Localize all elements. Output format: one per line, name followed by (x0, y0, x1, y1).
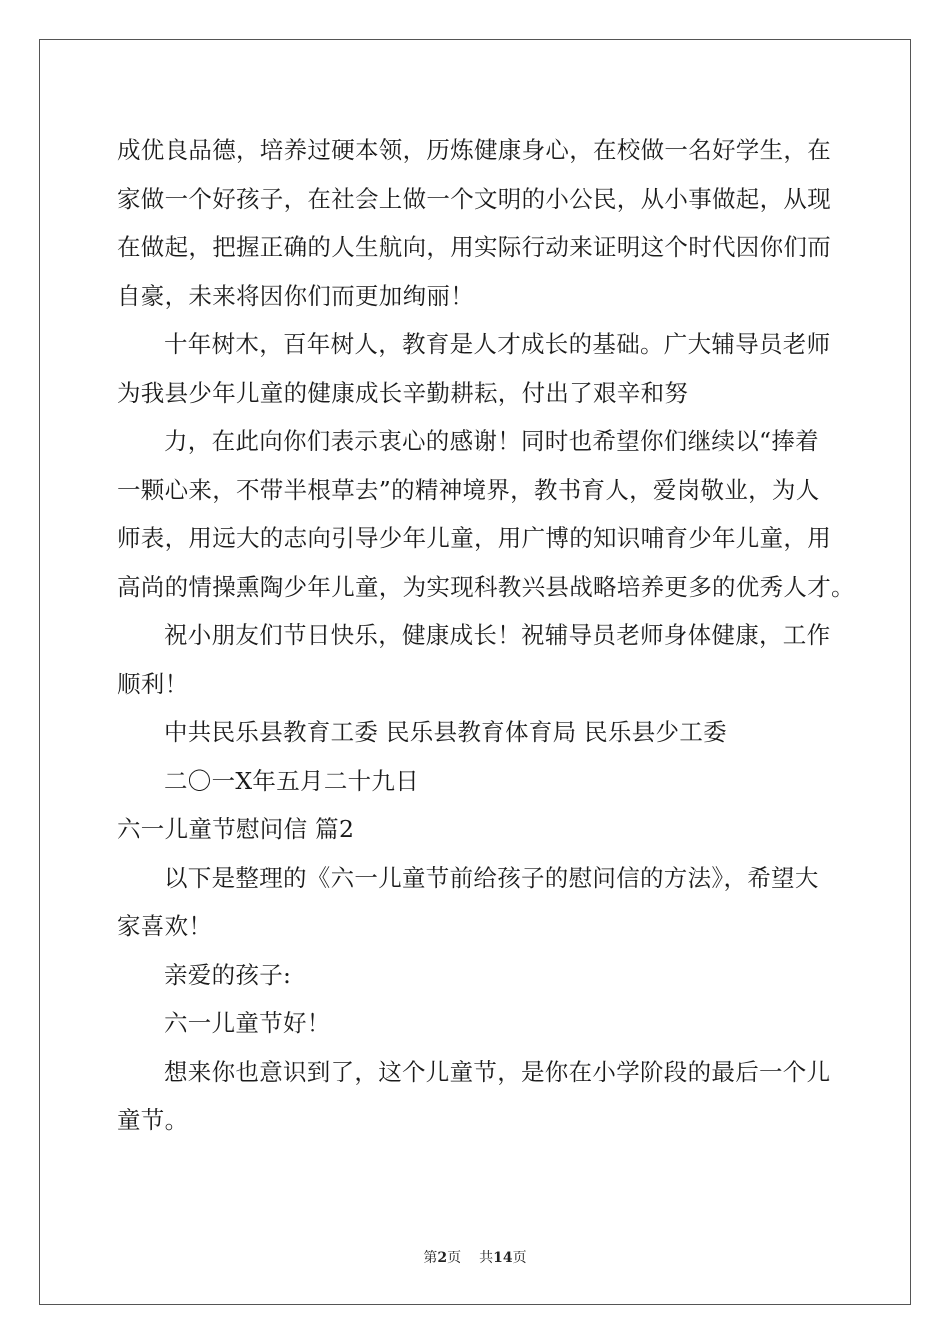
text-line: 二〇一X年五月二十九日 (164, 766, 420, 795)
text-line: 自豪，未来将因你们而更加绚丽！ (117, 281, 474, 310)
text-line: 在做起，把握正确的人生航向，用实际行动来证明这个时代因你们而 (117, 233, 831, 261)
text-line: 六一儿童节慰问信 篇2 (117, 815, 355, 843)
text-line: 家做一个好孩子，在社会上做一个文明的小公民，从小事做起，从现 (117, 184, 831, 213)
page-label-suffix: 页 (447, 1250, 462, 1266)
text-line: 顺利！ (117, 669, 189, 698)
text-line: 高尚的情操熏陶少年儿童，为实现科教兴县战略培养更多的优秀人才。 (117, 572, 855, 601)
text-line: 力，在此向你们表示衷心的感谢！同时也希望你们继续以“捧着 (164, 427, 819, 455)
page-number: 2 (437, 1250, 448, 1266)
text-line: 以下是整理的《六一儿童节前给孩子的慰问信的方法》，希望大 (164, 863, 819, 892)
text-line: 家喜欢！ (117, 912, 213, 940)
text-line: 想来你也意识到了，这个儿童节，是你在小学阶段的最后一个儿 (164, 1057, 831, 1086)
text-line: 成优良品德，培养过硬本领，历炼健康身心，在校做一名好学生，在 (117, 136, 831, 164)
page-label-prefix: 第 (423, 1250, 438, 1266)
text-line: 六一儿童节好！ (164, 1009, 331, 1037)
text-line: 中共民乐县教育工委 民乐县教育体育局 民乐县少工委 (164, 718, 727, 746)
text-line: 祝小朋友们节日快乐，健康成长！祝辅导员老师身体健康，工作 (164, 621, 831, 649)
page-footer (0, 1247, 950, 1267)
text-line: 亲爱的孩子: (164, 960, 292, 989)
text-line: 十年树木，百年树人，教育是人才成长的基础。广大辅导员老师 (164, 330, 831, 358)
total-pages: 14 (493, 1250, 513, 1266)
document-body (117, 126, 855, 1145)
text-line: 师表，用远大的志向引导少年儿童，用广博的知识哺育少年儿童，用 (117, 524, 831, 552)
total-label-suffix: 页 (512, 1250, 527, 1266)
text-line: 童节。 (117, 1106, 189, 1134)
text-line: 为我县少年儿童的健康成长辛勤耕耘，付出了艰辛和努 (117, 378, 689, 407)
text-line: 一颗心来，不带半根草去”的精神境界，教书育人，爱岗敬业，为人 (117, 475, 820, 504)
total-label-prefix: 共 (479, 1250, 494, 1266)
